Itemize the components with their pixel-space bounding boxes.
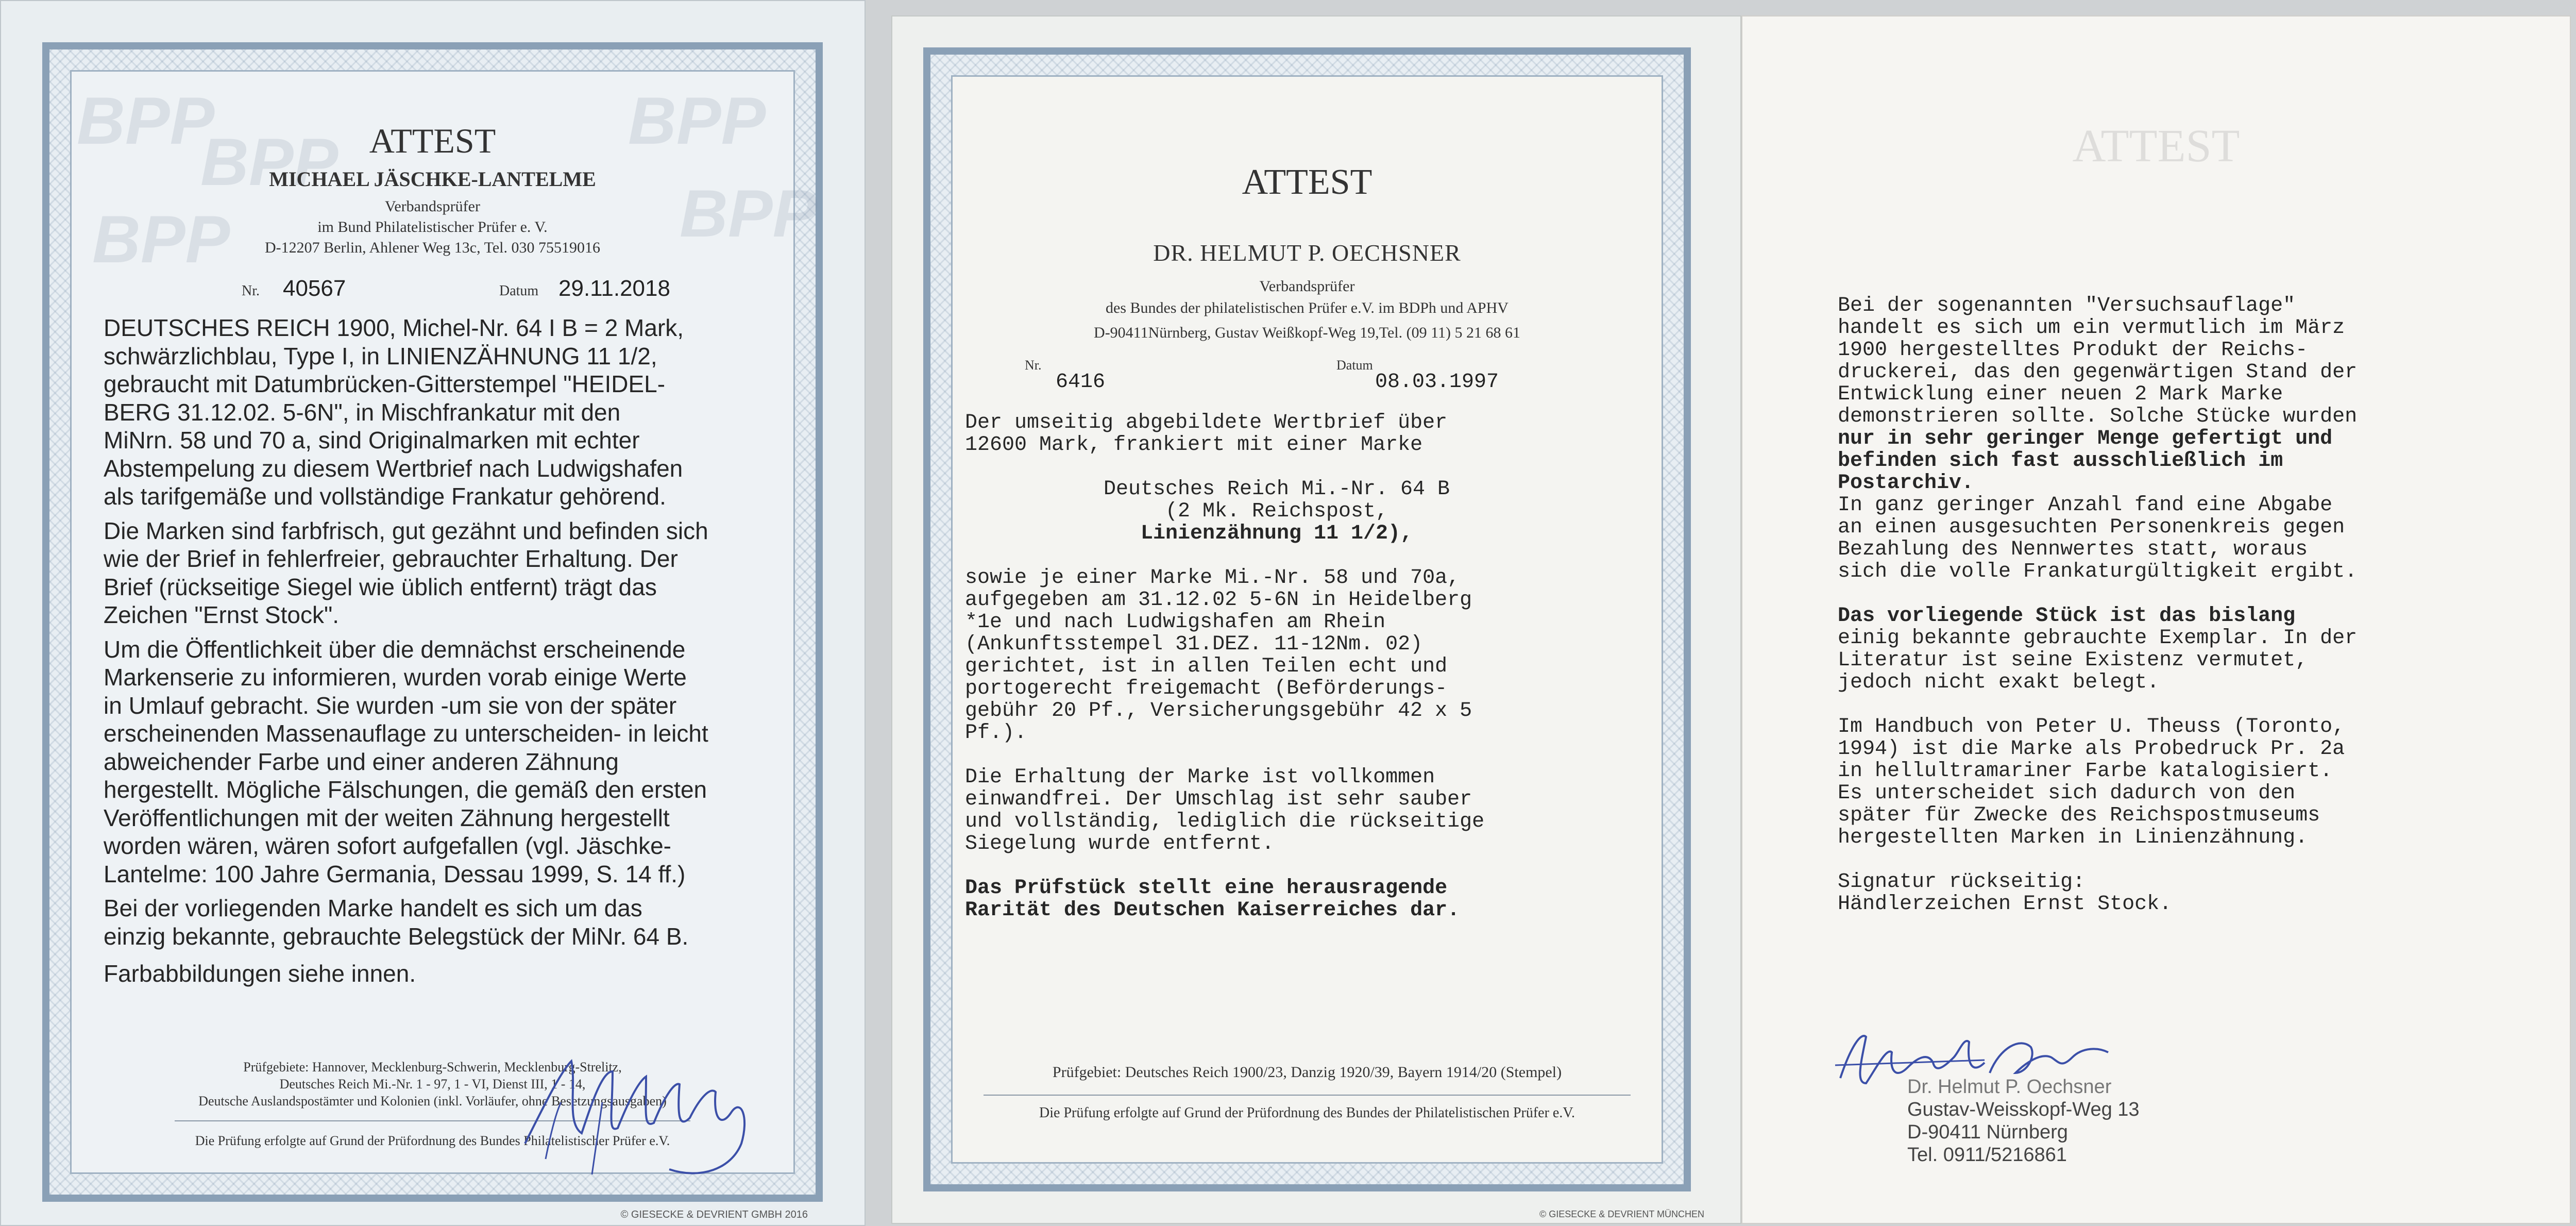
stamp-tel: Tel. 0911/5216861 (1907, 1144, 2067, 1166)
printer-mark: © GIESECKE & DEVRIENT MÜNCHEN (1539, 1209, 1704, 1219)
certificate-date: 08.03.1997 (1375, 371, 1499, 394)
stamp-street: Gustav-Weisskopf-Weg 13 (1907, 1099, 2140, 1120)
text-line: in hellultramariner Farbe katalogisiert. (1838, 760, 2333, 783)
bpp-watermark: BPP (77, 83, 215, 158)
text-line: sich die volle Frankaturgültigkeit ergibt. (1838, 560, 2358, 583)
text-line: Bei der sogenannten "Versuchsauflage" (1838, 294, 2296, 317)
text-line: einig bekannte gebrauchte Exemplar. In der (1838, 627, 2358, 650)
text-line: In ganz geringer Anzahl fand eine Abgabe (1838, 494, 2333, 517)
text-line: Die Marken sind farbfrisch, gut gezähnt und befinden sich (104, 517, 708, 544)
text-line: hergestellt. Mögliche Fälschungen, die gemäß den ersten (104, 776, 707, 803)
text-line: BERG 31.12.02. 5-6N", in Mischfrankatur mit den (104, 398, 621, 426)
text-line: gebühr 20 Pf., Versicherungsgebühr 42 x 5 (965, 699, 1472, 723)
attest-text (104, 314, 789, 988)
footer-line: Prüfgebiete: Hannover, Mecklenburg-Schwerin, Mecklenburg-Strelitz, (243, 1060, 622, 1074)
nr-label: Nr. (1025, 358, 1042, 373)
stamp-name: Dr. Helmut P. Oechsner (1907, 1076, 2112, 1098)
guilloche-frame (923, 47, 1691, 1191)
text-line: gebraucht mit Datumbrücken-Gitterstempel "HEIDEL- (104, 371, 666, 397)
examiner-association: im Bund Philatelistischer Prüfer e. V. (317, 219, 548, 236)
text-line: Zeichen "Ernst Stock". (104, 601, 340, 628)
text-line: Linienzähnung 11 1/2), (1140, 522, 1413, 545)
footer-line: Deutsches Reich Mi.-Nr. 1 - 97, 1 - VI, Dienst III, 1 - 14, (279, 1077, 586, 1091)
text-line: hergestellten Marken in Linienzähnung. (1838, 826, 2308, 849)
bpp-watermark: BPP (92, 201, 230, 277)
text-line: Signatur rückseitig: (1838, 870, 2086, 894)
text-line: Farbabbildungen siehe innen. (104, 960, 416, 987)
text-line: Deutsches Reich Mi.-Nr. 64 B (1103, 478, 1450, 501)
text-line: Brief (rückseitige Siegel wie üblich entfernt) trägt das (104, 573, 657, 600)
text-line: einwandfrei. Der Umschlag ist sehr sauber (965, 788, 1472, 811)
text-line: später für Zwecke des Reichspostmuseums (1838, 804, 2320, 827)
text-line: gerichtet, ist in allen Teilen echt und (965, 655, 1448, 678)
text-line: Siegelung wurde entfernt. (965, 832, 1275, 855)
certificate-number: 6416 (1056, 371, 1106, 394)
certificate-title: ATTEST (1242, 162, 1372, 202)
text-line: MiNrn. 58 und 70 a, sind Originalmarken mit echter (104, 427, 640, 454)
text-line: Literatur ist seine Existenz vermutet, (1838, 649, 2308, 672)
text-line: Abstempelung zu diesem Wertbrief nach Ludwigshafen (104, 455, 683, 482)
examiner-address: D-90411Nürnberg, Gustav Weißkopf-Weg 19,Tel. (09 11) 5 21 68 61 (1094, 324, 1520, 341)
printer-mark: © GIESECKE & DEVRIENT GMBH 2016 (620, 1209, 808, 1220)
text-line: Der umseitig abgebildete Wertbrief über (965, 411, 1448, 434)
note-text (1838, 295, 2538, 915)
text-line: einzig bekannte, gebrauchte Belegstück der MiNr. 64 B. (104, 922, 689, 950)
examiner-role: Verbandsprüfer (1259, 278, 1355, 295)
text-line: portogerecht freigemacht (Beförderungs- (965, 677, 1448, 700)
certificate-date: 29.11.2018 (558, 276, 670, 301)
regulation-note: Die Prüfung erfolgte auf Grund der Prüfordnung des Bundes der Philatelistischen Prüfer e.V. (1039, 1105, 1575, 1121)
text-line: handelt es sich um ein vermutlich im März (1838, 316, 2345, 340)
bpp-watermark: BPP (680, 176, 818, 251)
text-line: demonstrieren sollte. Solche Stücke wurden (1838, 405, 2358, 428)
nr-label: Nr. (242, 283, 260, 299)
text-line: erscheinenden Massenauflage zu unterscheiden- in leicht (104, 720, 708, 747)
text-line: Pf.). (965, 721, 1027, 745)
text-line: in Umlauf gebracht. Sie wurden -um sie von der später (104, 692, 677, 719)
text-line: jedoch nicht exakt belegt. (1838, 671, 2160, 694)
footer-line: Deutsche Auslandspostämter und Kolonien (inkl. Vorläufer, ohne Besetzungsausgaben) (198, 1094, 667, 1109)
text-line: nur in sehr geringer Menge gefertigt und (1838, 427, 2333, 450)
text-line: befinden sich fast ausschließlich im (1838, 449, 2283, 473)
divider (984, 1095, 1631, 1096)
attest-reverse-note (1741, 15, 2571, 1224)
examiner-name: MICHAEL JÄSCHKE-LANTELME (269, 167, 596, 191)
examiner-role: Verbandsprüfer (385, 198, 480, 215)
text-line: Bezahlung des Nennwertes statt, woraus (1838, 538, 2308, 561)
text-line: Rarität des Deutschen Kaiserreiches dar. (965, 899, 1460, 922)
text-line: 1994) ist die Marke als Probedruck Pr. 2a (1838, 737, 2345, 761)
text-line: Im Handbuch von Peter U. Theuss (Toronto, (1838, 715, 2345, 738)
text-line: Händlerzeichen Ernst Stock. (1838, 893, 2172, 916)
attest-text (965, 412, 1650, 921)
text-line: Um die Öffentlichkeit über die demnächst erscheinende (104, 635, 686, 663)
guilloche-frame (42, 42, 823, 1202)
stamp-city: D-90411 Nürnberg (1907, 1121, 2068, 1143)
signature-scribble (1830, 1016, 2119, 1109)
text-line: *1e und nach Ludwigshafen am Rhein (965, 611, 1386, 634)
text-line: Markenserie zu informieren, wurden vorab einige Werte (104, 664, 687, 691)
attest-jaeschke-lantelme (0, 0, 866, 1226)
text-line: als tarifgemäße und vollständige Frankatur gehörend. (104, 483, 666, 510)
text-line: 1900 hergestelltes Produkt der Reichs- (1838, 339, 2308, 362)
text-line: DEUTSCHES REICH 1900, Michel-Nr. 64 I B = 2 Mark, (104, 314, 684, 341)
text-line: an einen ausgesuchten Personenkreis gegen (1838, 516, 2345, 539)
text-line: 12600 Mark, frankiert mit einer Marke (965, 433, 1423, 457)
text-line: Bei der vorliegenden Marke handelt es sich um das (104, 895, 642, 921)
bpp-watermark: BPP (200, 124, 338, 199)
text-line: Die Erhaltung der Marke ist vollkommen (965, 766, 1435, 789)
text-line: schwärzlichblau, Type I, in LINIENZÄHNUNG 11 1/2, (104, 342, 657, 370)
attest-oechsner (891, 15, 1741, 1224)
text-line: Lantelme: 100 Jahre Germania, Dessau 1999, S. 14 ff.) (104, 860, 686, 887)
text-line: sowie je einer Marke Mi.-Nr. 58 und 70a, (965, 566, 1460, 590)
text-line: wie der Brief in fehlerfreier, gebrauchter Erhaltung. Der (104, 545, 678, 572)
text-line: worden wären, wären sofort aufgefallen (vgl. Jäschke- (104, 832, 672, 859)
text-line: aufgegeben am 31.12.02 5-6N in Heidelberg (965, 589, 1472, 612)
certificate-body (951, 75, 1663, 1164)
text-line: und vollständig, lediglich die rückseitige (965, 810, 1485, 833)
certificate-body (70, 70, 818, 1174)
regulation-note: Die Prüfung erfolgte auf Grund der Prüfordnung des Bundes Philatelistischer Prüfer e.V. (195, 1133, 670, 1148)
certificate-number: 40567 (283, 276, 346, 301)
text-line: Es unterscheidet sich dadurch von den (1838, 782, 2296, 805)
signature-scribble (515, 1040, 762, 1190)
text-line: abweichender Farbe und einer anderen Zähnung (104, 748, 619, 775)
text-line: druckerei, das den gegenwärtigen Stand der (1838, 361, 2358, 384)
date-label: Datum (499, 283, 539, 299)
show-through-title: ATTEST (2072, 121, 2240, 172)
stamp-description (965, 478, 1650, 545)
certificate-title: ATTEST (369, 121, 496, 160)
text-line: (2 Mk. Reichspost, (1165, 500, 1388, 523)
text-line: (Ankunftsstempel 31.DEZ. 11-12Nm. 02) (965, 633, 1423, 656)
text-line: Postarchiv. (1838, 472, 1974, 495)
examiner-address: D-12207 Berlin, Ahlener Weg 13c, Tel. 030 75519016 (265, 239, 600, 256)
examiner-association: des Bundes der philatelistischen Prüfer e.V. im BDPh und APHV (1106, 299, 1509, 316)
text-line: Das Prüfstück stellt eine herausragende (965, 877, 1448, 900)
text-line: Das vorliegende Stück ist das bislang (1838, 604, 2296, 628)
bpp-watermark: BPP (628, 83, 766, 158)
examiner-name: DR. HELMUT P. OECHSNER (1153, 240, 1461, 266)
text-line: Veröffentlichungen mit der weiten Zähnung hergestellt (104, 804, 670, 831)
examination-areas: Prüfgebiet: Deutsches Reich 1900/23, Danzig 1920/39, Bayern 1914/20 (Stempel) (1052, 1064, 1562, 1081)
text-line: Entwicklung einer neuen 2 Mark Marke (1838, 383, 2283, 406)
date-label: Datum (1336, 358, 1373, 373)
